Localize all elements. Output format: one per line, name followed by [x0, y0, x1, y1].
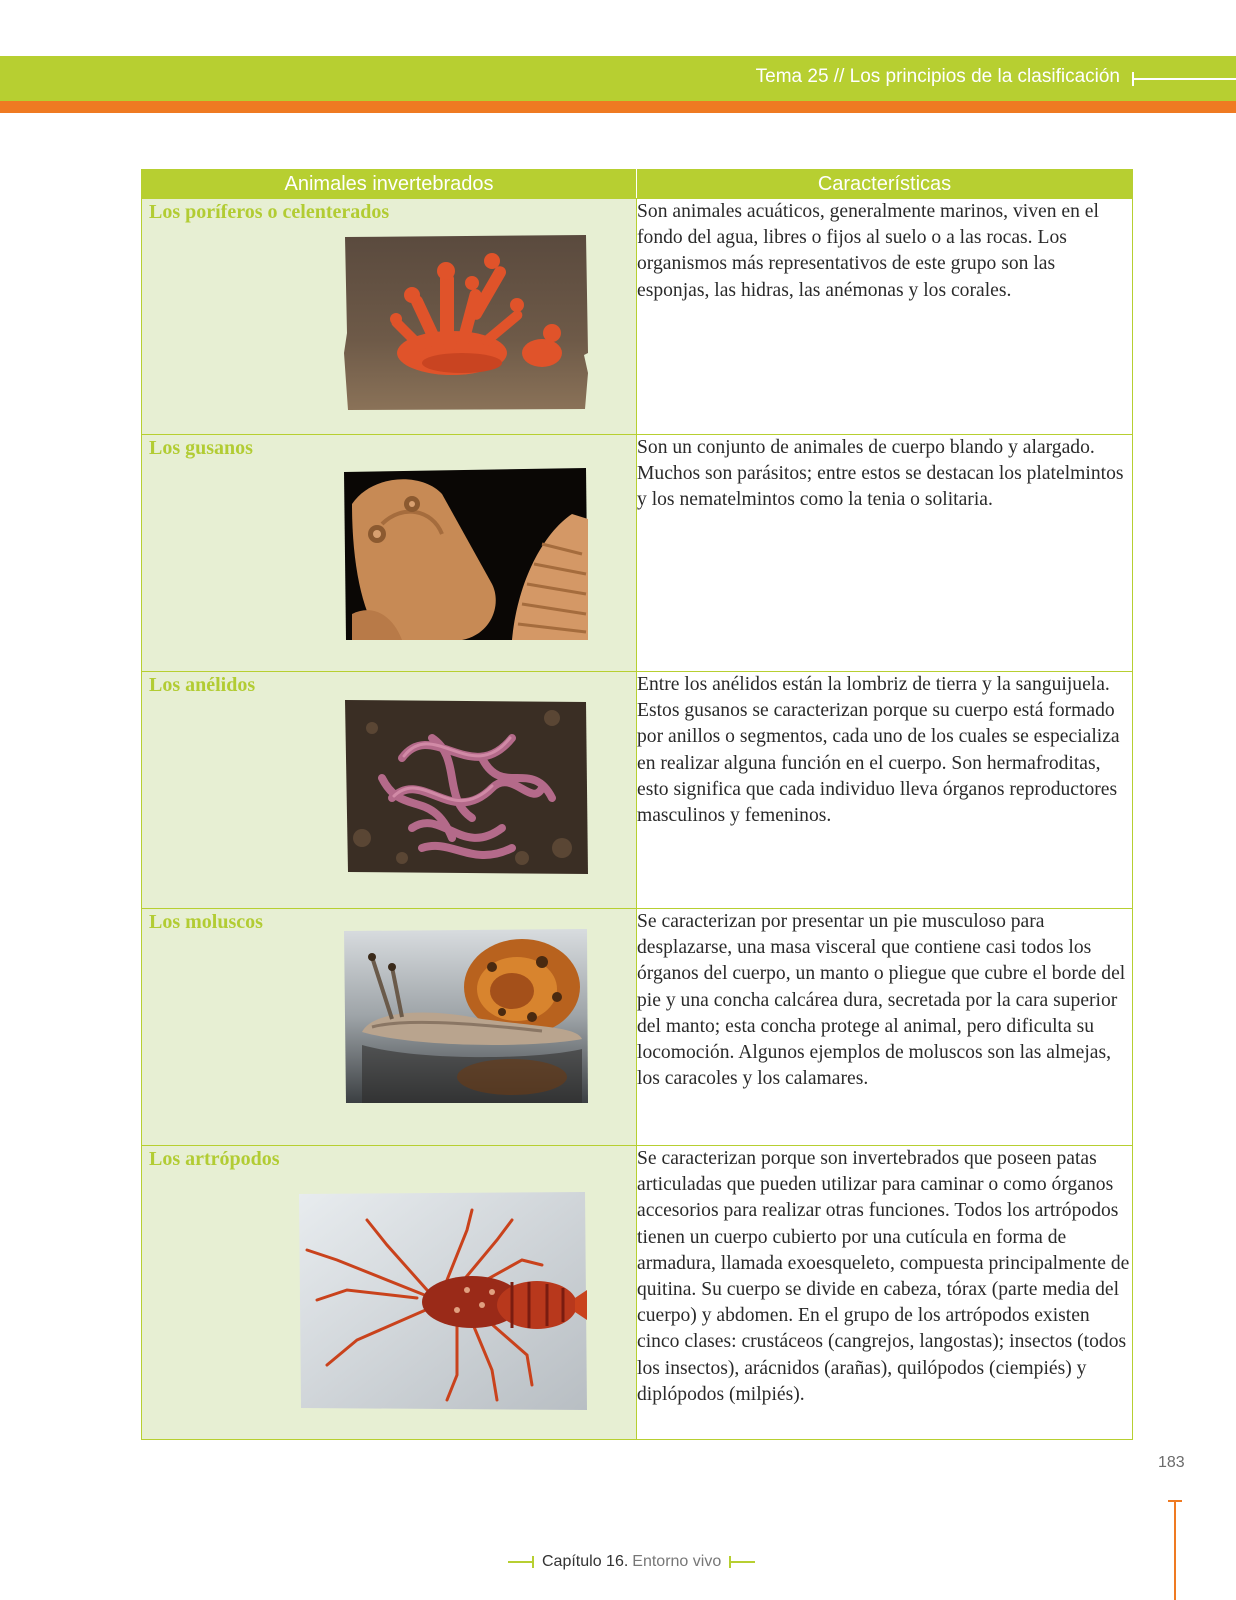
description-cell	[637, 199, 1133, 435]
description-cell	[637, 672, 1133, 909]
group-description: Se caracterizan porque son invertebrados que poseen patas articuladas que pueden utilizar para caminar o como órganos accesorios para realizar otras funciones. Todos los artrópodos tienen un cuerpo cubierto por una cutícula en forma de armadura, llamada exoesqueleto, compuesta principalmente de quitina. Su cuerpo se divide en cabeza, tórax (parte media del cuerpo) y abdomen. En el grupo de los artrópodos existen cinco clases: crustáceos (cangrejos, langostas); insectos (todos los insectos), arácnidos (arañas), quilópodos (ciempiés) y diplópodos (milpiés).	[637, 1148, 1130, 1405]
table-row	[142, 1146, 1133, 1440]
invertebrates-table	[141, 169, 1133, 1440]
animal-cell	[142, 435, 637, 672]
group-description: Entre los anélidos están la lombriz de tierra y la sanguijuela. Estos gusanos se caracterizan porque su cuerpo está formado por anillos o segmentos, cada uno de los cuales se especializa en realizar alguna función en el cuerpo. Son hermafroditas, esto significa que cada individuo lleva órganos reproductores masculinos y femeninos.	[637, 674, 1120, 827]
footer-chapter: Capítulo 16.	[542, 1553, 629, 1570]
lobster-photo	[297, 1190, 589, 1412]
header-line	[1132, 78, 1236, 80]
footer-bar-left	[508, 1561, 534, 1563]
column-header-features: Características	[637, 170, 1133, 199]
coral-photo	[342, 233, 590, 411]
group-description: Son un conjunto de animales de cuerpo blando y alargado. Muchos son parásitos; entre estos se destacan los platelmintos y los nematelmintos como la tenia o solitaria.	[637, 437, 1124, 511]
group-description: Son animales acuáticos, generalmente marinos, viven en el fondo del agua, libres o fijos al suelo o a las rocas. Los organismos más representativos de este grupo son las esponjas, las hidras, las anémonas y los corales.	[637, 201, 1099, 301]
group-name: Los gusanos	[149, 437, 253, 459]
group-name: Los anélidos	[149, 674, 256, 696]
animal-cell	[142, 672, 637, 909]
snail-photo	[342, 927, 590, 1105]
table-row	[142, 435, 1133, 672]
header-title: Tema 25 // Los principios de la clasificación	[755, 66, 1120, 87]
header-orange-stripe	[0, 101, 1236, 113]
table-row	[142, 672, 1133, 909]
earthworms-photo	[342, 698, 590, 876]
tapeworm-photo	[342, 464, 590, 642]
group-description: Se caracterizan por presentar un pie musculoso para desplazarse, una masa visceral que contiene casi todos los órganos del cuerpo, un manto o pliegue que cubre el borde del pie y una concha calcárea dura, secretada por la cara superior del manto; esta concha protege al animal, pero dificulta su locomoción. Algunos ejemplos de moluscos son las almejas, los caracoles y los calamares.	[637, 911, 1126, 1090]
table-row	[142, 199, 1133, 435]
margin-line	[1174, 1500, 1176, 1600]
footer-bar-right	[729, 1561, 755, 1563]
animal-cell	[142, 1146, 637, 1440]
column-header-animals: Animales invertebrados	[142, 170, 637, 199]
description-cell	[637, 435, 1133, 672]
footer-subtitle: Entorno vivo	[632, 1553, 722, 1570]
table-header-row	[142, 170, 1133, 199]
animal-cell	[142, 909, 637, 1146]
group-name: Los artrópodos	[149, 1148, 280, 1170]
table-row	[142, 909, 1133, 1146]
description-cell	[637, 909, 1133, 1146]
footer	[508, 1553, 755, 1571]
animal-cell	[142, 199, 637, 435]
group-name: Los poríferos o celenterados	[149, 201, 390, 223]
page-number: 183	[1158, 1454, 1185, 1471]
group-name: Los moluscos	[149, 911, 263, 933]
description-cell	[637, 1146, 1133, 1440]
